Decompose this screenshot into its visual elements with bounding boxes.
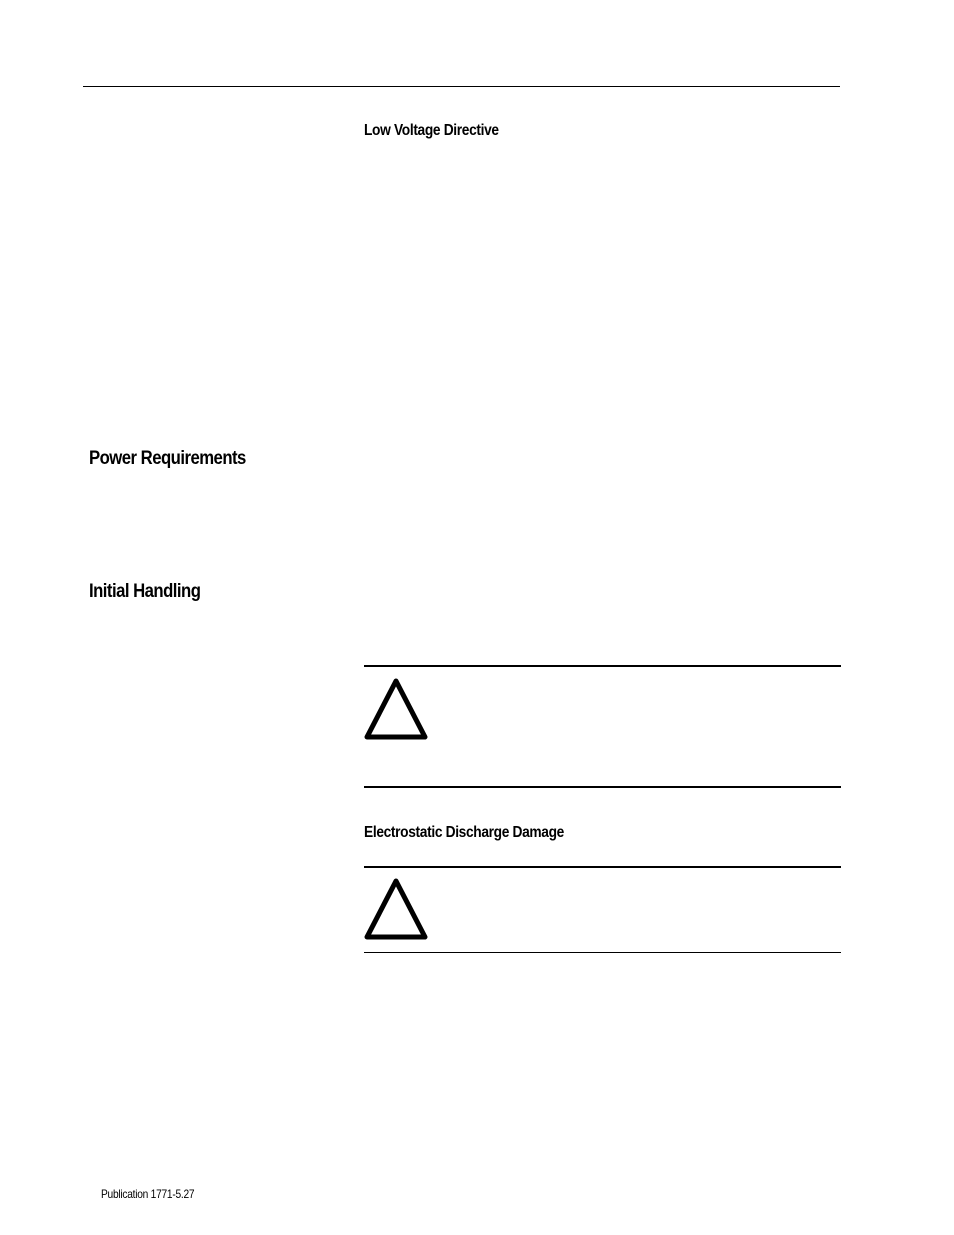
header-rule	[83, 86, 840, 87]
low-voltage-directive-heading: Low Voltage Directive	[364, 122, 499, 139]
electrostatic-discharge-heading: Electrostatic Discharge Damage	[364, 824, 565, 841]
warning-block-top-rule	[364, 665, 841, 667]
warning-block-bottom-rule	[364, 786, 841, 788]
power-requirements-heading: Power Requirements	[89, 448, 246, 469]
warning-triangle-icon	[363, 676, 429, 742]
initial-handling-heading: Initial Handling	[89, 581, 201, 602]
warning-block-top-rule	[364, 866, 841, 868]
warning-triangle-icon	[363, 876, 429, 942]
publication-footer: Publication 1771-5.27	[101, 1187, 195, 1201]
warning-block-bottom-rule	[364, 952, 841, 953]
